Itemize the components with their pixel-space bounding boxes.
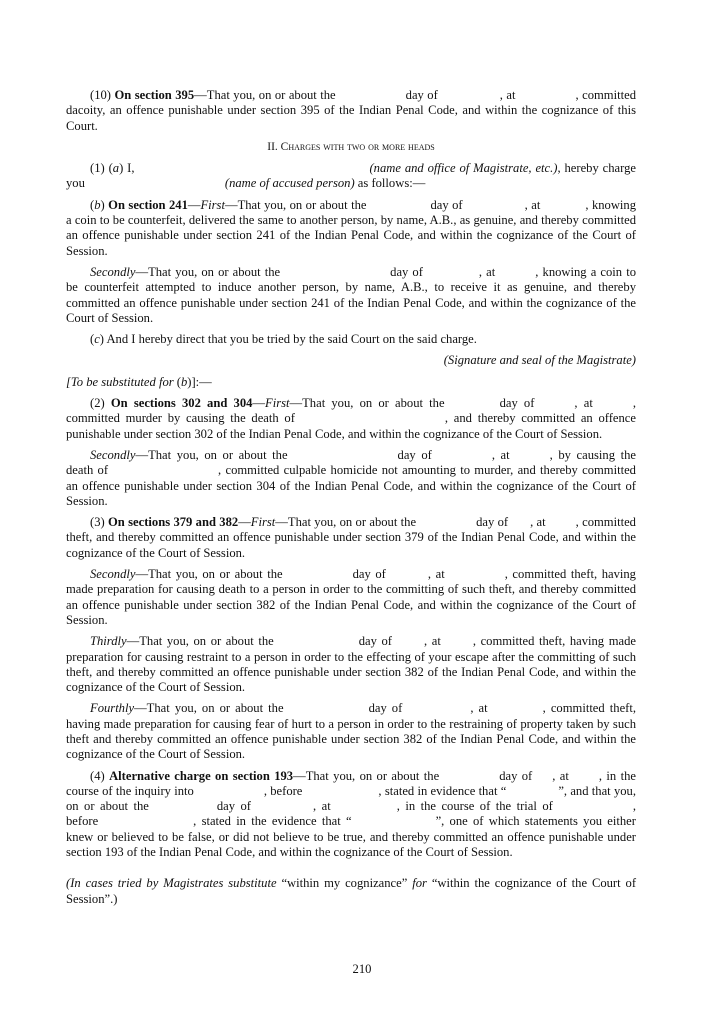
p2-it1: First (265, 396, 290, 411)
p4-t12: , at (313, 799, 331, 814)
document-page (66, 88, 636, 907)
p4-t9: ”, and (558, 783, 589, 798)
charge-p1b (66, 198, 636, 259)
p4-t16: , stated in the evidence that “ (193, 814, 352, 829)
p10-dayof: day of (405, 88, 438, 102)
p3-t3: —That you, on or about the (275, 515, 417, 530)
p2-t6: , (632, 396, 636, 411)
page-number: 210 (352, 962, 372, 976)
p1b-t2: ) (100, 197, 109, 212)
p10-comma: , (575, 88, 579, 102)
p1b-t3: — (187, 197, 201, 212)
signature-line (66, 353, 636, 368)
p2b-t5: the death of (66, 447, 637, 478)
p2b-it1: Secondly (90, 447, 136, 462)
p1c-it1: c (94, 332, 100, 347)
p3b-t3: , at (427, 567, 445, 582)
substitution-note (66, 375, 636, 390)
p4-t5: , (598, 768, 603, 783)
p10-text: —That you, on or about the (194, 88, 336, 102)
charge-p3-fourthly (66, 701, 636, 762)
charge-p1b-secondly (66, 265, 636, 326)
p4-t6: in the course of the inquiry into (66, 768, 636, 798)
p4-t4: , at (552, 768, 569, 783)
note-t1: “within my cognizance” (276, 876, 413, 891)
p2-t7: committed murder by causing the death of (66, 411, 295, 426)
signature-text: (Signature and seal of the Magistrate) (443, 353, 636, 368)
p2-t5: , at (574, 396, 593, 411)
p1b2-t2: day of (390, 264, 423, 279)
p2-t8: , and thereby committed an offence (444, 411, 636, 426)
p3d-t5: theft, having made preparation for causing fear of hurt to a person in order to the restraining of property taken by such theft and thereby committed an offence punishable under section 382 of the Indian Penal Code, and within the cognizance of the Court of Session. (66, 701, 637, 762)
p1b-it2: First (200, 197, 225, 212)
note-t2: “within the cognizance of the Court of Session”.) (66, 876, 637, 906)
p3c-it1: Thirdly (90, 634, 127, 649)
p3d-t4: , committed (542, 701, 605, 716)
p3-label: On sections 379 and 382 (108, 515, 239, 530)
p3b-it1: Secondly (90, 567, 136, 582)
p1a-t3: , hereby (557, 161, 599, 176)
charge-p3-secondly (66, 567, 636, 628)
charge-p10 (66, 88, 636, 134)
p10-label: On section 395 (114, 88, 195, 102)
p1b-t1: ( (90, 197, 95, 212)
p2-t2: — (252, 396, 266, 411)
p3-t1: (3) (90, 515, 109, 530)
p4-t18: which statements you either knew or believed to be false, or did not believe to be true, and thereby committed an offence punishable under section 193 of the Indian Penal Code, and within the cognizance of the Court of Session. (66, 814, 636, 860)
note-it1: (In cases tried by Magistrates substitute (66, 876, 277, 891)
p1b-t5: day of (430, 197, 463, 212)
p1a-it3: (name of accused person) (224, 176, 355, 191)
p1a-it2: (name and office of Magistrate, etc.) (369, 161, 558, 176)
p3d-it1: Fourthly (90, 701, 135, 716)
p4-t7: , before (263, 783, 303, 798)
p3b-t5: having made preparation for causing death to a person in order to the committing of such theft, and thereby committed an offence punishable under section 382 of the Indian Penal Code, and within the cognizance of the Court of Session. (66, 567, 636, 627)
section-heading: II. Charges with two or more heads (267, 140, 435, 153)
p1a-t1: (1) ( (90, 161, 113, 176)
p2b-t7: committed an offence punishable under section 304 of the Indian Penal Code, and within the cognizance of the Court of Session. (66, 463, 636, 508)
p2-t1: (2) (90, 396, 111, 411)
charge-p1c (66, 332, 636, 347)
p1b2-t4: , knowing a (535, 264, 597, 279)
p4-t10: that you, on or about the (66, 783, 636, 814)
p4-t17: ”, one of (435, 814, 484, 829)
p4-t14: of (542, 799, 553, 814)
p2b-t2: day of (397, 447, 432, 462)
charge-p3 (66, 515, 636, 561)
p4-t3: day of (499, 768, 533, 783)
p3-it1: First (250, 515, 276, 530)
charge-p4 (66, 769, 636, 861)
p4-t15: , before (66, 799, 636, 829)
p1b-t6: , at (524, 197, 541, 212)
p1a-t5: as follows:— (354, 176, 426, 191)
p3d-t3: , at (470, 701, 488, 716)
charge-p2 (66, 396, 636, 442)
p3d-t2: day of (368, 701, 403, 716)
p1b-t4: —That you, on or about the (224, 197, 367, 212)
p3b-t1: —That you, on or about the (135, 567, 283, 582)
p1b2-t1: —That you, on or about the (135, 264, 281, 279)
p1b2-it1: Secondly (90, 264, 136, 279)
p3-t5: , at (530, 515, 546, 530)
p2-label: On sections 302 and 304 (110, 396, 253, 411)
p4-label: Alternative charge on section 193 (109, 768, 294, 783)
p3c-t3: , at (424, 634, 441, 649)
subst-it1: [To be substituted for (66, 374, 174, 389)
p2b-t4: , by causing (549, 447, 616, 462)
p10-at: , at (499, 88, 516, 102)
subst-it2: b (181, 374, 188, 389)
p4-t8: , stated in evidence that “ (378, 783, 507, 798)
p3c-t4: , committed theft, having (472, 634, 605, 649)
p1c-t2: ) And I hereby direct that you be tried by the said Court on the said charge. (99, 332, 477, 347)
p1b2-t3: , at (478, 264, 496, 279)
p1b-label: On section 241 (108, 197, 188, 212)
p4-t13: , in the course of the trial (396, 799, 537, 814)
p2-t9: punishable under section 302 of the Indian Penal Code, and within the cognizance of the Court of Session. (66, 426, 603, 441)
p4-t1: (4) (90, 768, 110, 783)
note-it2: for (412, 876, 427, 891)
p2b-t6: , committed culpable homicide not amounting to murder, and thereby (218, 463, 578, 478)
p10-prefix: (10) (90, 88, 115, 102)
p3d-t1: —That you, on or about the (134, 701, 284, 716)
p4-t11: day of (216, 799, 251, 814)
charge-p1a (66, 161, 636, 192)
magistrate-note (66, 876, 636, 907)
p3-t2: — (238, 515, 251, 530)
p1a-it1: a (112, 161, 120, 176)
p2b-t1: —That you, on or about the (135, 447, 288, 462)
p3b-t2: day of (352, 567, 386, 582)
p1b2-t5: coin to be counterfeit attempted to induce another person, by name, A.B., to receive it as genuine, and thereby committed an offence punishable under section 241 of the Indian Penal Code, and within the cognizance of the Court of Session. (66, 264, 636, 325)
p1b-it1: b (94, 197, 101, 212)
p2-t3: —That you, on or about the (289, 396, 445, 411)
charge-p2-secondly (66, 448, 636, 509)
p1a-t4: charge you (66, 161, 636, 191)
p3c-t2: day of (358, 634, 392, 649)
p1a-t2: ) I, (119, 161, 135, 176)
p1c-t1: ( (90, 332, 95, 347)
p3c-t5: made preparation for causing restraint to a person in order to the effecting of your escape after the committing of such theft, and thereby committed an offence punishable under section 382 of the Indian Penal Code, and within the cognizance of the Court of Session. (66, 634, 636, 695)
p3c-t1: —That you, on or about the (126, 634, 274, 649)
p3-t7: committed theft, and thereby committed an offence punishable under section 379 of the Indian Penal Code, and within the cognizance of the Court of Session. (66, 515, 636, 560)
p1b-t8: knowing a coin to be counterfeit, delivered the same to another person, by name, A.B., as genuine, and thereby committed an offence punishable under section 241 of the Indian Penal Code, and within the cognizance of the Court of Session. (66, 197, 637, 258)
charge-p3-thirdly (66, 634, 636, 695)
p3-t4: day of (476, 515, 509, 530)
p10-rest: committed dacoity, an offence punishable under section 395 of the Indian Penal Code, and within the cognizance of this Court. (66, 88, 636, 133)
p2-t4: day of (499, 396, 535, 411)
p3-t6: , (575, 515, 579, 530)
p2b-t3: , at (491, 447, 510, 462)
subst-t1: ( (173, 374, 181, 389)
p1b-t7: , (585, 197, 589, 212)
p3b-t4: , committed theft, (504, 567, 598, 582)
p4-t2: —That you, on or about the (293, 768, 440, 783)
subst-t2: )]:— (187, 374, 212, 389)
